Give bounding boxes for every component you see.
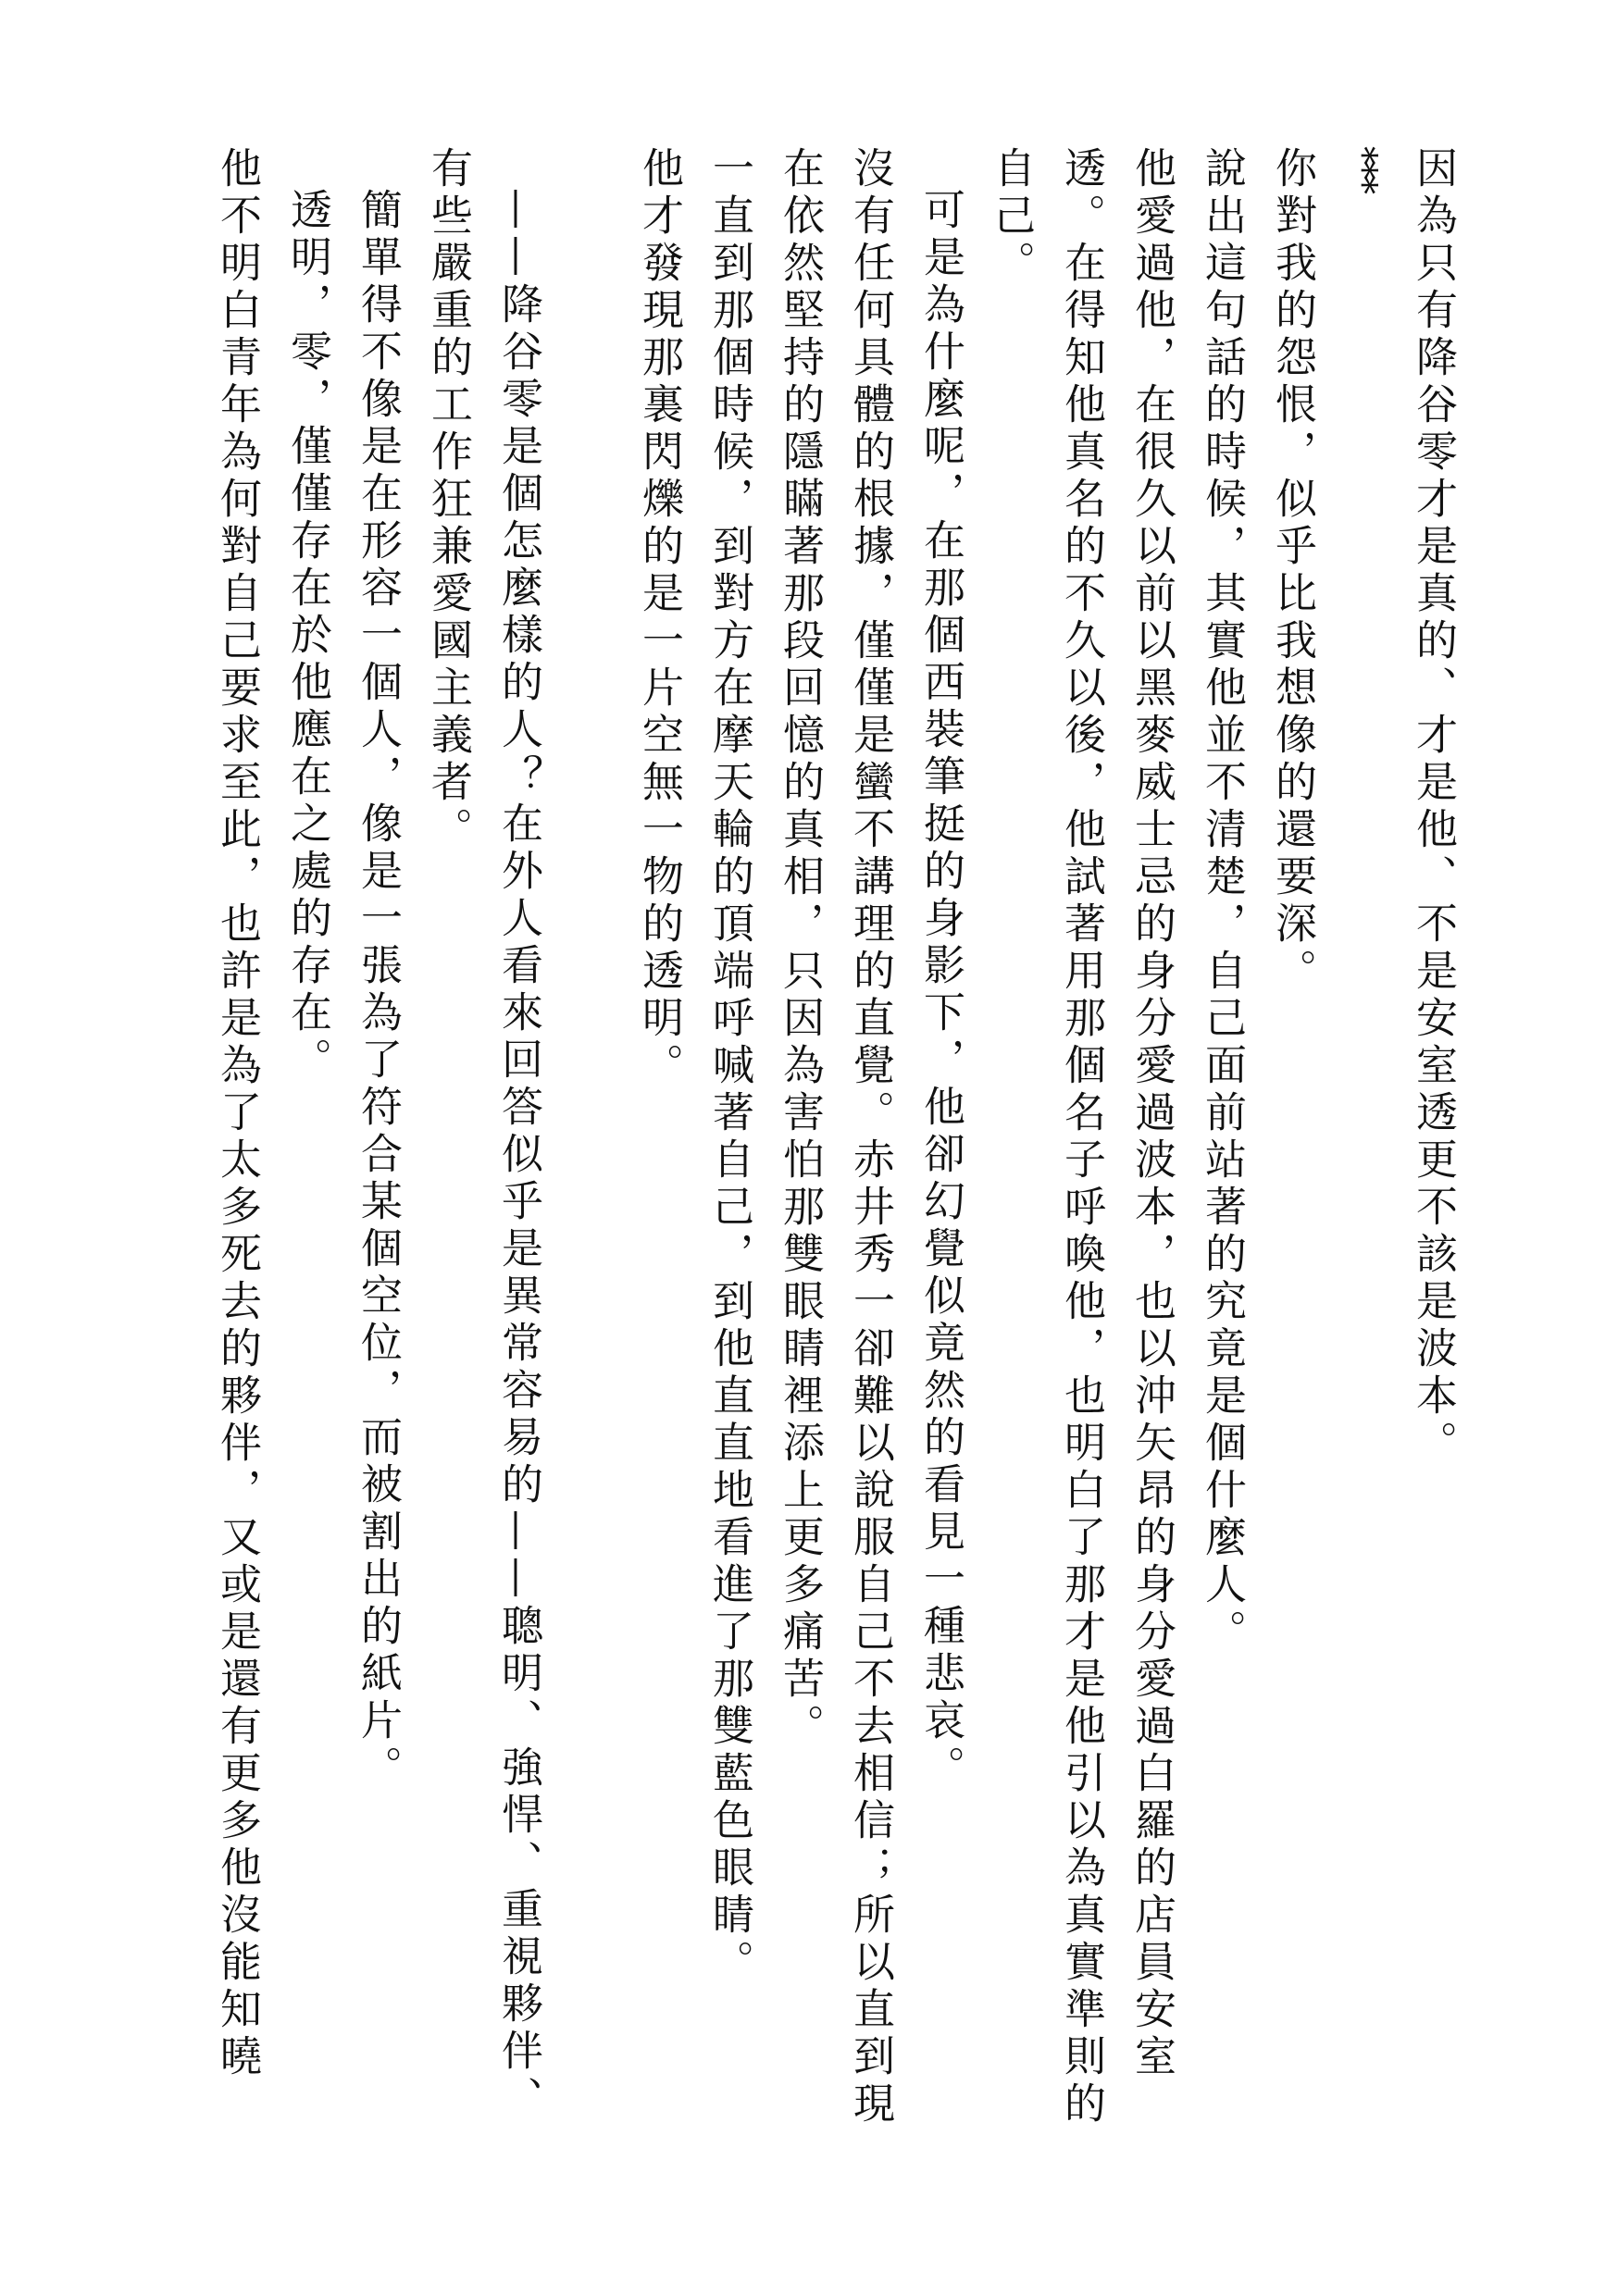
paragraph-8: 一直到那個時候，到對方在摩天輪的頂端呼喊著自己，到他直直地看進了那雙藍色眼睛。	[705, 146, 754, 1987]
paragraph-5: 他愛過他，在很久以前以黑麥威士忌的身分愛過波本，也以沖矢昂的身分愛過白羅的店員安室透。在得知他真名的不久以後，他試著用那個名子呼喚他，也明白了那才是他引以為真實準則的自己。	[987, 146, 1176, 2128]
paragraph-1: 因為只有降谷零才是真的、才是他、不是安室透更不該是波本。	[1409, 146, 1458, 1468]
paragraph-12: 透明，零，僅僅存在於他應在之處的存在。	[283, 188, 332, 1085]
paragraph-9: 他才發現那裏閃爍的是一片空無一物的透明。	[635, 146, 684, 1090]
paragraph-4: 說出這句話的時候，其實他並不清楚，自己面前站著的究竟是個什麼人。	[1198, 146, 1247, 1657]
paragraph-7: 沒有任何具體的根據，僅僅是蠻不講理的直覺。赤井秀一卻難以說服自己不去相信；所以直到現在依然堅持的隱瞞著那段回憶的真相，只因為害怕那雙眼睛裡添上更多痛苦。	[776, 146, 895, 2128]
paragraph-6: 可是為什麼呢，在那個西裝筆挺的身影下，他卻幻覺似竟然的看見一種悲哀。	[916, 188, 965, 1793]
scene-break: ***	[1341, 146, 1384, 191]
paragraph-11: 簡單得不像是在形容一個人，像是一張為了符合某個空位，而被割出的紙片。	[354, 188, 403, 1793]
vertical-text-body	[202, 146, 1468, 2164]
paragraph-10: ——降谷零是個怎麼樣的人？在外人看來回答似乎是異常容易的——聰明、強悍、重視夥伴、有些嚴重的工作狂兼愛國主義者。	[424, 146, 543, 2123]
paragraph-13: 他不明白青年為何對自己要求至此，也許是為了太多死去的夥伴，又或是還有更多他沒能知曉	[213, 146, 262, 2081]
paragraph-3: 你對我的怨恨，似乎比我想像的還要深。	[1268, 146, 1317, 996]
